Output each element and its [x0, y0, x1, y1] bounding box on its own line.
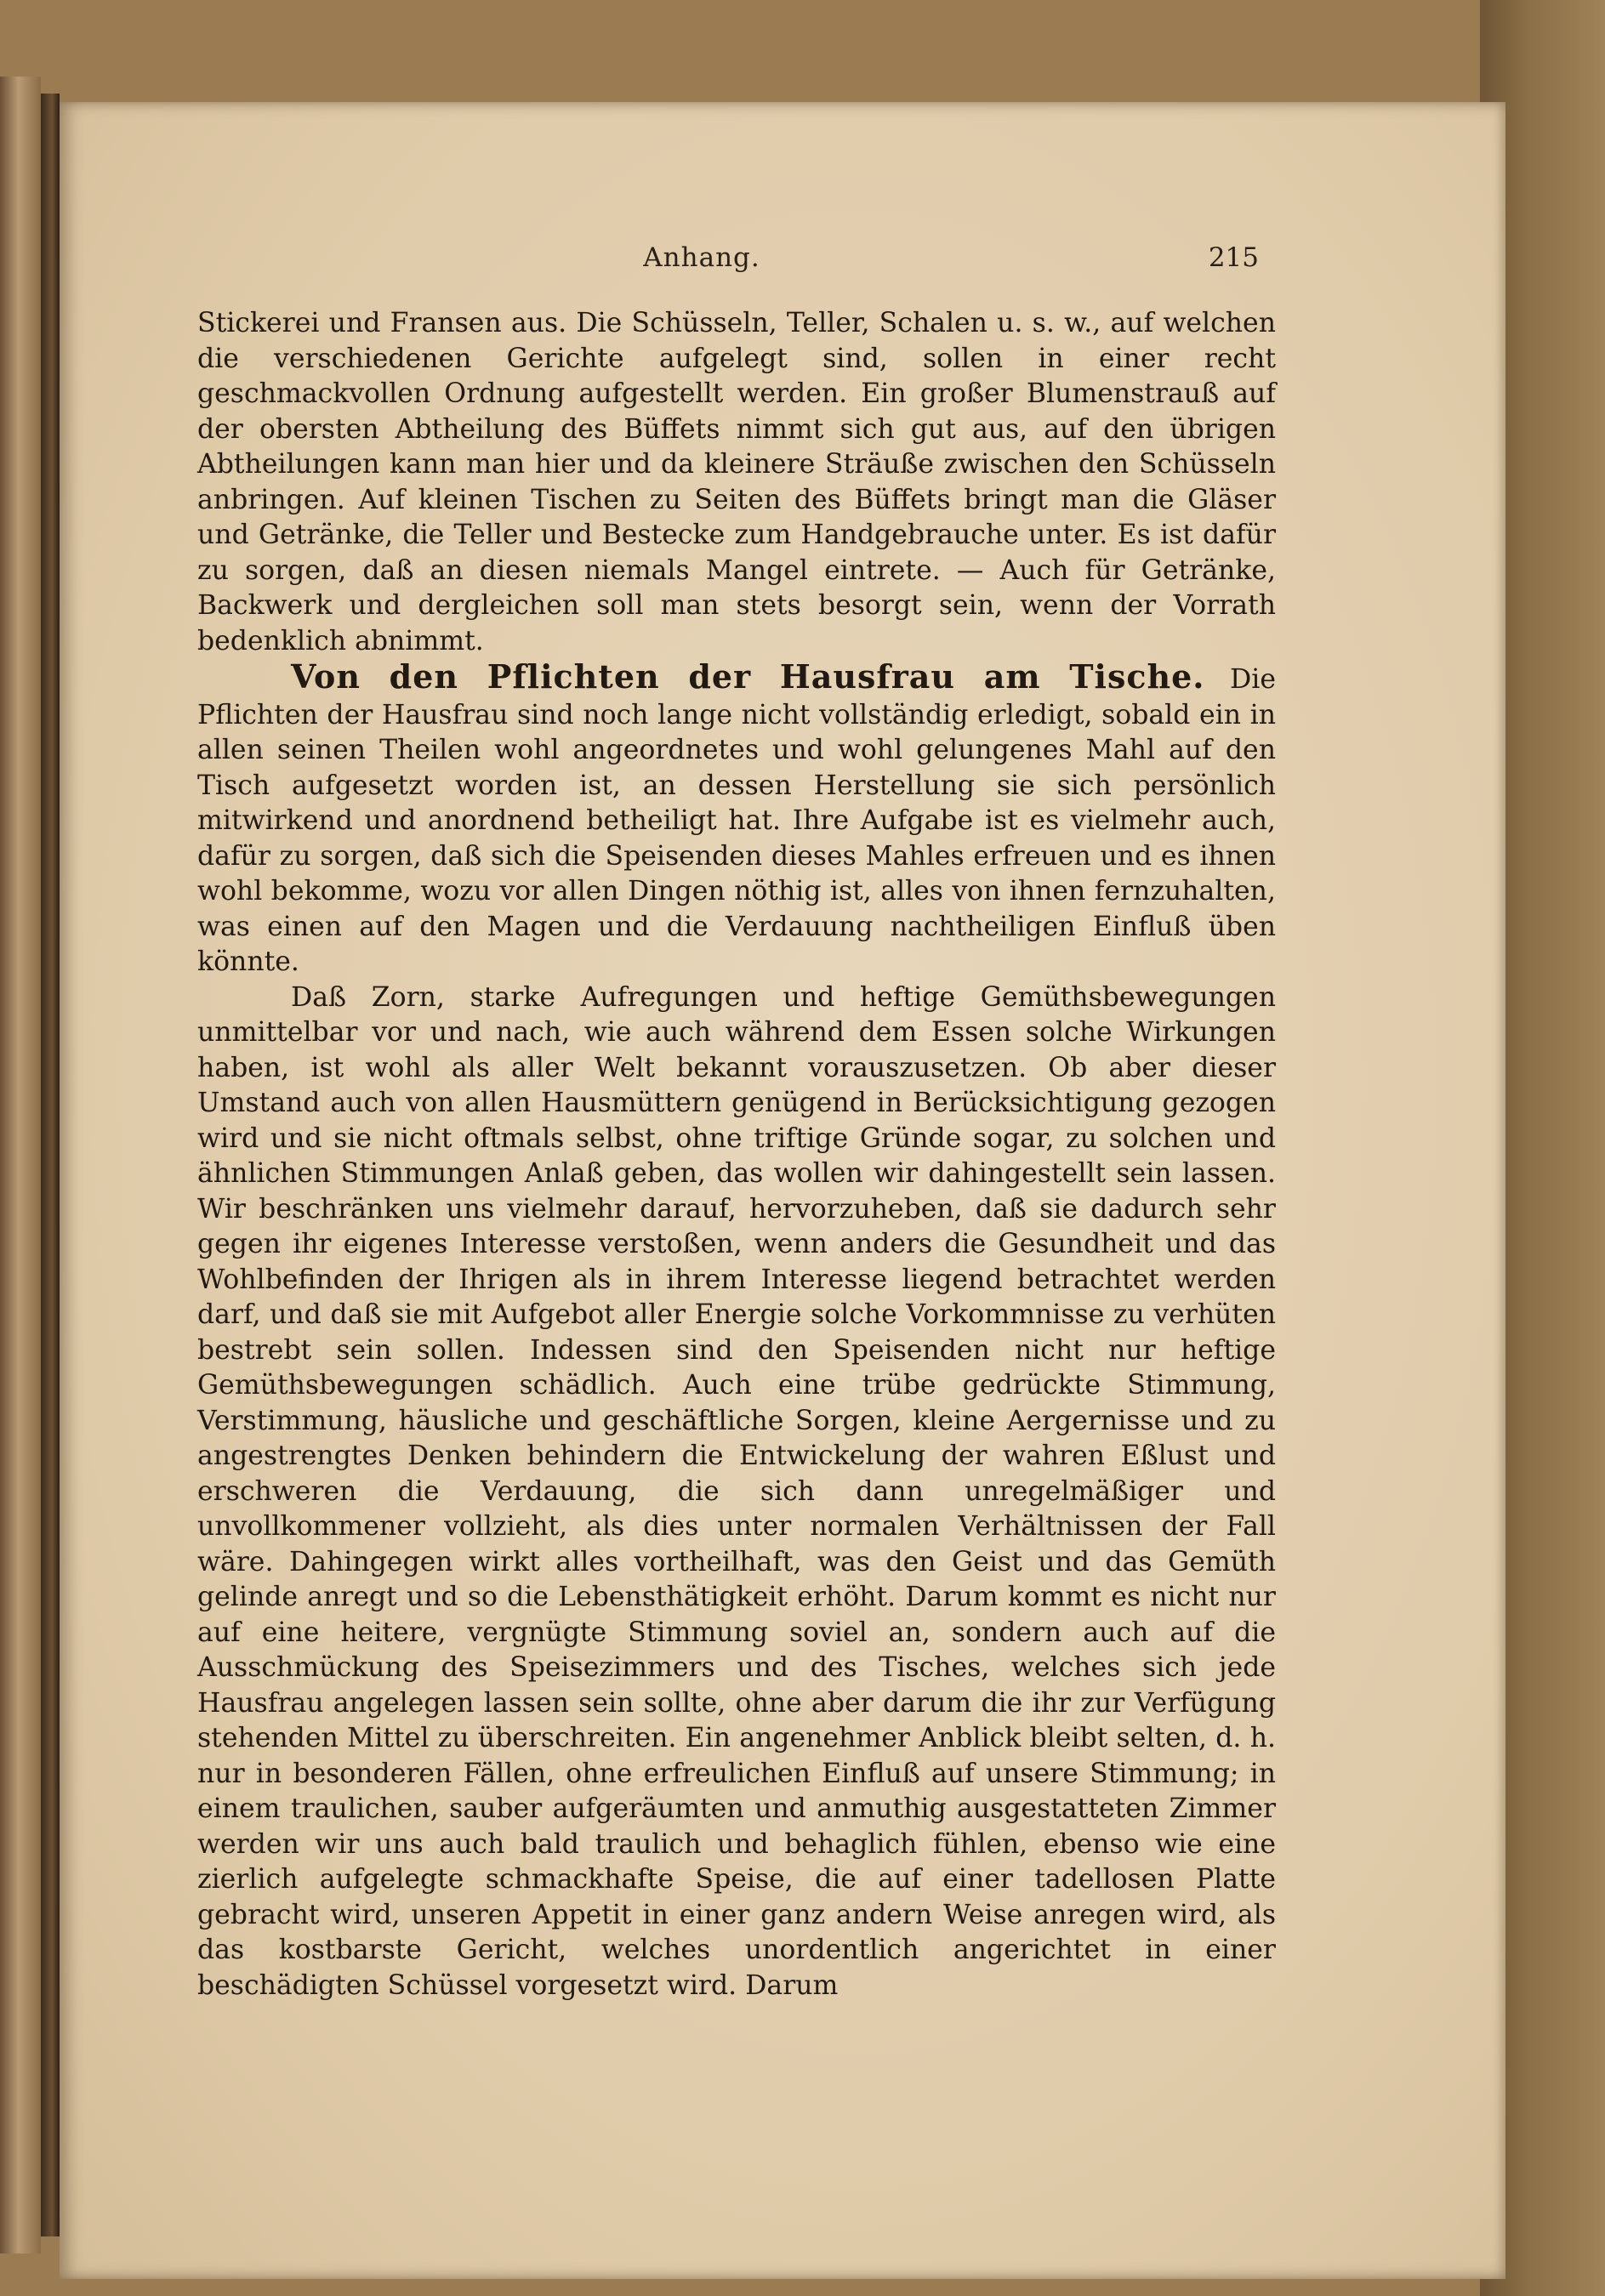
book-gutter	[41, 94, 60, 2236]
page-header	[145, 242, 1259, 276]
running-title: Anhang.	[643, 242, 760, 273]
section-text: Die Pflichten der Hausfrau sind noch lange nicht vollständig erledigt, sobald ein in allen seinen Theilen wohl angeordnetes und wohl gelungenes Mahl auf den Tisch aufgesetzt worden ist, an dessen Herstellung sie sich persönlich mitwirkend und anordnend betheiligt hat. Ihre Aufgabe ist es vielmehr auch, dafür zu sorgen, daß sich die Speisenden dieses Mahles erfreuen und es ihnen wohl bekomme, wozu vor allen Dingen nöthig ist, alles von ihnen fernzuhalten, was einen auf den Magen und die Verdauung nachtheiligen Einfluß üben könnte.	[197, 664, 1276, 977]
previous-page-edge	[0, 77, 41, 2253]
page-number: 215	[1208, 242, 1259, 273]
body-text	[197, 306, 1276, 2003]
paragraph: Daß Zorn, starke Aufregungen und heftige Gemüthsbewegungen unmittelbar vor und nach, wie auch während dem Essen solche Wirkungen haben, ist wohl als aller Welt bekannt vorauszusetzen. Ob aber dieser Umstand auch von allen Hausmüttern genügend in Berücksichtigung gezogen wird und sie nicht oftmals selbst, ohne triftige Gründe sogar, zu solchen und ähnlichen Stimmungen Anlaß geben, das wollen wir dahingestellt sein lassen. Wir beschränken uns vielmehr darauf, hervorzuheben, daß sie dadurch sehr gegen ihr eigenes Interesse verstoßen, wenn anders die Gesundheit und das Wohlbefinden der Ihrigen als in ihrem Interesse liegend betrachtet werden darf, und daß sie mit Aufgebot aller Energie solche Vorkommnisse zu verhüten bestrebt sein sollen. Indessen sind den Speisenden nicht nur heftige Gemüthsbewegungen schädlich. Auch eine trübe gedrückte Stimmung, Verstimmung, häusliche und geschäftliche Sorgen, kleine Aergernisse und zu angestrengtes Denken behindern die Entwickelung der wahren Eßlust und erschweren die Verdauung, die sich dann unregelmäßiger und unvollkommener vollzieht, als dies unter normalen Verhältnissen der Fall wäre. Dahingegen wirkt alles vortheilhaft, was den Geist und das Gemüth gelinde anregt und so die Lebensthätigkeit erhöht. Darum kommt es nicht nur auf eine heitere, vergnügte Stimmung soviel an, sondern auch auf die Ausschmückung des Speisezimmers und des Tisches, welches sich jede Hausfrau angelegen lassen sein sollte, ohne aber darum die ihr zur Verfügung stehenden Mittel zu überschreiten. Ein angenehmer Anblick bleibt selten, d. h. nur in besonderen Fällen, ohne erfreulichen Einfluß auf unsere Stimmung; in einem traulichen, sauber aufgeräumten und anmuthig ausgestatteten Zimmer werden wir uns auch bald traulich und behaglich fühlen, ebenso wie eine zierlich aufgelegte schmackhafte Speise, die auf einer tadellosen Platte gebracht wird, unseren Appetit in einer ganz andern Weise anregen wird, als das kostbarste Gericht, welches unordentlich angerichtet in einer beschädigten Schüssel vorgesetzt wird. Darum	[197, 981, 1276, 2001]
section-paragraph	[197, 659, 1276, 980]
section-heading: Von den Pflichten der Hausfrau am Tische.	[291, 657, 1205, 696]
paragraph: Stickerei und Fransen aus. Die Schüsseln, Teller, Schalen u. s. w., auf welchen die verschiedenen Gerichte aufgelegt sind, sollen in einer recht geschmackvollen Ordnung aufgestellt werden. Ein großer Blumenstrauß auf der obersten Abtheilung des Büffets nimmt sich gut aus, auf den übrigen Abtheilungen kann man hier und da kleinere Sträuße zwischen den Schüsseln anbringen. Auf kleinen Tischen zu Seiten des Büffets bringt man die Gläser und Getränke, die Teller und Bestecke zum Handgebrauche unter. Es ist dafür zu sorgen, daß an diesen niemals Mangel eintrete. — Auch für Getränke, Backwerk und dergleichen soll man stets besorgt sein, wenn der Vorrath bedenklich abnimmt.	[197, 308, 1276, 656]
